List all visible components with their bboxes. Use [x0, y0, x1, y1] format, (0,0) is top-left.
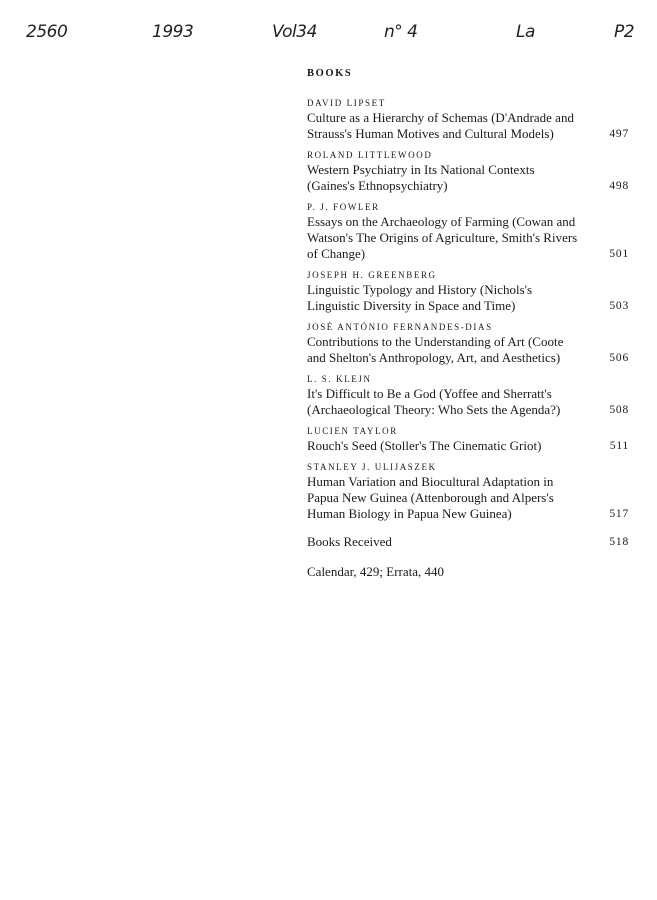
- entry-page: 511: [609, 440, 629, 452]
- entry-page: 498: [609, 180, 629, 192]
- entry-row: [307, 334, 629, 366]
- toc-entry: [307, 201, 629, 262]
- handwritten-note: 1993: [152, 22, 194, 42]
- entry-title: It's Difficult to Be a God (Yoffee and Sherratt's (Archaeological Theory: Who Sets the Agenda?): [307, 386, 561, 417]
- toc-entry: [307, 321, 629, 366]
- entry-row: [307, 438, 629, 454]
- entry-row: [307, 386, 629, 418]
- entry-author: DAVID LIPSET: [307, 98, 386, 108]
- entry-title: Culture as a Hierarchy of Schemas (D'Andrade and Strauss's Human Motives and Cultural Models): [307, 110, 574, 141]
- toc-entry: [307, 425, 629, 454]
- toc-entry: [307, 461, 629, 522]
- entry-page: 506: [609, 352, 629, 364]
- entry-row: [307, 162, 629, 194]
- calendar-errata: Calendar, 429; Errata, 440: [307, 564, 445, 579]
- entry-author: ROLAND LITTLEWOOD: [307, 150, 433, 160]
- entry-title: Western Psychiatry in Its National Contexts (Gaines's Ethnopsychiatry): [307, 162, 535, 193]
- toc-entry: [307, 269, 629, 314]
- entry-page: 497: [609, 128, 629, 140]
- handwritten-note: La: [516, 22, 535, 42]
- entry-page: 517: [609, 508, 629, 520]
- handwritten-note: Vol34: [272, 22, 317, 42]
- toc-entry: [307, 373, 629, 418]
- entry-author: JOSÉ ANTÓNIO FERNANDES-DIAS: [307, 322, 493, 332]
- entry-title: Contributions to the Understanding of Art (Coote and Shelton's Anthropology, Art, and Aesthetics): [307, 334, 564, 365]
- handwritten-note: n° 4: [384, 22, 418, 42]
- entry-row: [307, 474, 629, 522]
- toc-entry: [307, 97, 629, 142]
- books-received-page: 518: [609, 536, 629, 548]
- entry-row: [307, 282, 629, 314]
- entry-author: LUCIEN TAYLOR: [307, 426, 398, 436]
- handwritten-note: 2560: [26, 22, 68, 42]
- table-of-contents: [307, 68, 629, 580]
- entry-row: [307, 110, 629, 142]
- entry-title: Human Variation and Biocultural Adaptation in Papua New Guinea (Attenborough and Alpers's Human Biology in Papua New Guinea): [307, 474, 554, 521]
- entry-author: L. S. KLEJN: [307, 374, 372, 384]
- toc-entry: [307, 149, 629, 194]
- section-heading: BOOKS: [307, 68, 353, 79]
- entry-author: P. J. FOWLER: [307, 202, 380, 212]
- entry-author: JOSEPH H. GREENBERG: [307, 270, 437, 280]
- handwritten-note: P2: [614, 22, 635, 42]
- entry-page: 501: [609, 248, 629, 260]
- books-received-row: [307, 534, 629, 550]
- entry-title: Essays on the Archaeology of Farming (Cowan and Watson's The Origins of Agriculture, Smith's Rivers of Change): [307, 214, 578, 261]
- books-received-label: Books Received: [307, 534, 392, 549]
- entry-author: STANLEY J. ULIJASZEK: [307, 462, 437, 472]
- entry-page: 503: [609, 300, 629, 312]
- entry-page: 508: [609, 404, 629, 416]
- entry-row: [307, 214, 629, 262]
- entry-title: Rouch's Seed (Stoller's The Cinematic Griot): [307, 438, 542, 453]
- entry-title: Linguistic Typology and History (Nichols's Linguistic Diversity in Space and Time): [307, 282, 533, 313]
